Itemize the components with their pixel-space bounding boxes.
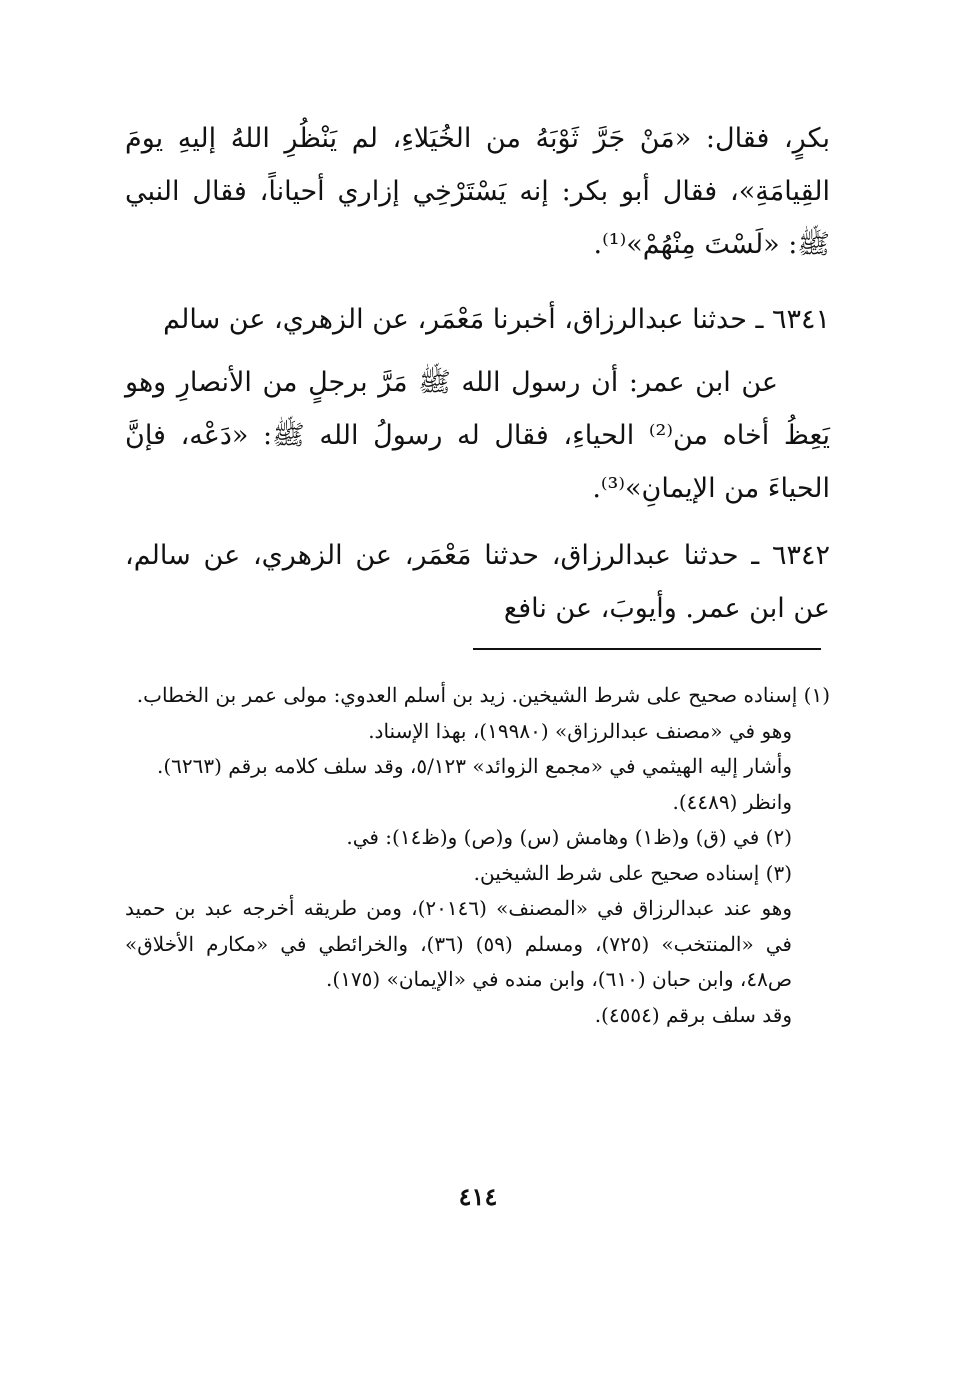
hadith-6341-matn: عن ابن عمر: أن رسول الله ﷺ مَرَّ برجلٍ من الأنصارِ وهو يَعِظُ أخاه من⁽²⁾ الحياءِ، فقال له رسولُ الله ﷺ: «دَعْه، فإنَّ الحياءَ من الإيمانِ»⁽³⁾. (125, 367, 830, 504)
footnote-1-reference: وأشار إليه الهيثمي في «مجمع الزوائد» ٥/١٢٣، وقد سلف كلامه برقم (٦٢٦٣). (156, 754, 792, 778)
hadith-6342-isnad: ٦٣٤٢ ـ حدثنا عبدالرزاق، حدثنا مَعْمَر، عن الزهري، عن سالم، عن ابن عمر. وأيوبَ، عن نافع (125, 540, 830, 624)
hadith-6341-isnad: ٦٣٤١ ـ حدثنا عبدالرزاق، أخبرنا مَعْمَر، عن الزهري، عن سالم (163, 304, 830, 335)
page-number: ٤١٤ (458, 1182, 498, 1211)
footnote-1-see-also: وانظر (٤٤٨٩). (672, 789, 792, 814)
hadith-continuation-paragraph: بكرٍ، فقال: «مَنْ جَرَّ ثَوْبَهُ من الخُيَلاءِ، لم يَنْظُرِ اللهُ إليهِ يومَ القِيامَةِ»، فقال أبو بكر: إنه يَسْتَرْخِي إزاري أحياناً، فقال النبي ﷺ: «لَسْتَ مِنْهُمْ»⁽¹⁾. (125, 123, 830, 260)
footnote-1-source: وهو في «مصنف عبدالرزاق» (١٩٩٨٠)، بهذا الإسناد. (368, 718, 792, 743)
footnote-3-sources: وهو عند عبدالرزاق في «المصنف» (٢٠١٤٦)، ومن طريقه أخرجه عبد بن حميد في «المنتخب» (٧٢٥)، ومسلم (٥٩) (٣٦)، والخرائطي في «مكارم الأخلاق» ص٤٨، وابن حبان (٦١٠)، وابن منده في «الإيمان» (١٧٥). (125, 896, 792, 991)
footnote-divider (473, 648, 821, 650)
footnote-3-see-also: وقد سلف برقم (٤٥٥٤). (594, 1002, 792, 1027)
footnote-1: (١) إسناده صحيح على شرط الشيخين. زيد بن أسلم العدوي: مولى عمر بن الخطاب. (136, 683, 830, 707)
footnotes (125, 678, 830, 1033)
footnote-3: (٣) إسناده صحيح على شرط الشيخين. (473, 860, 792, 885)
footnote-2: (٢) في (ق) و(ظ١) وهامش (س) و(ص) و(ظ١٤): في. (346, 825, 792, 849)
main-text (125, 112, 830, 635)
